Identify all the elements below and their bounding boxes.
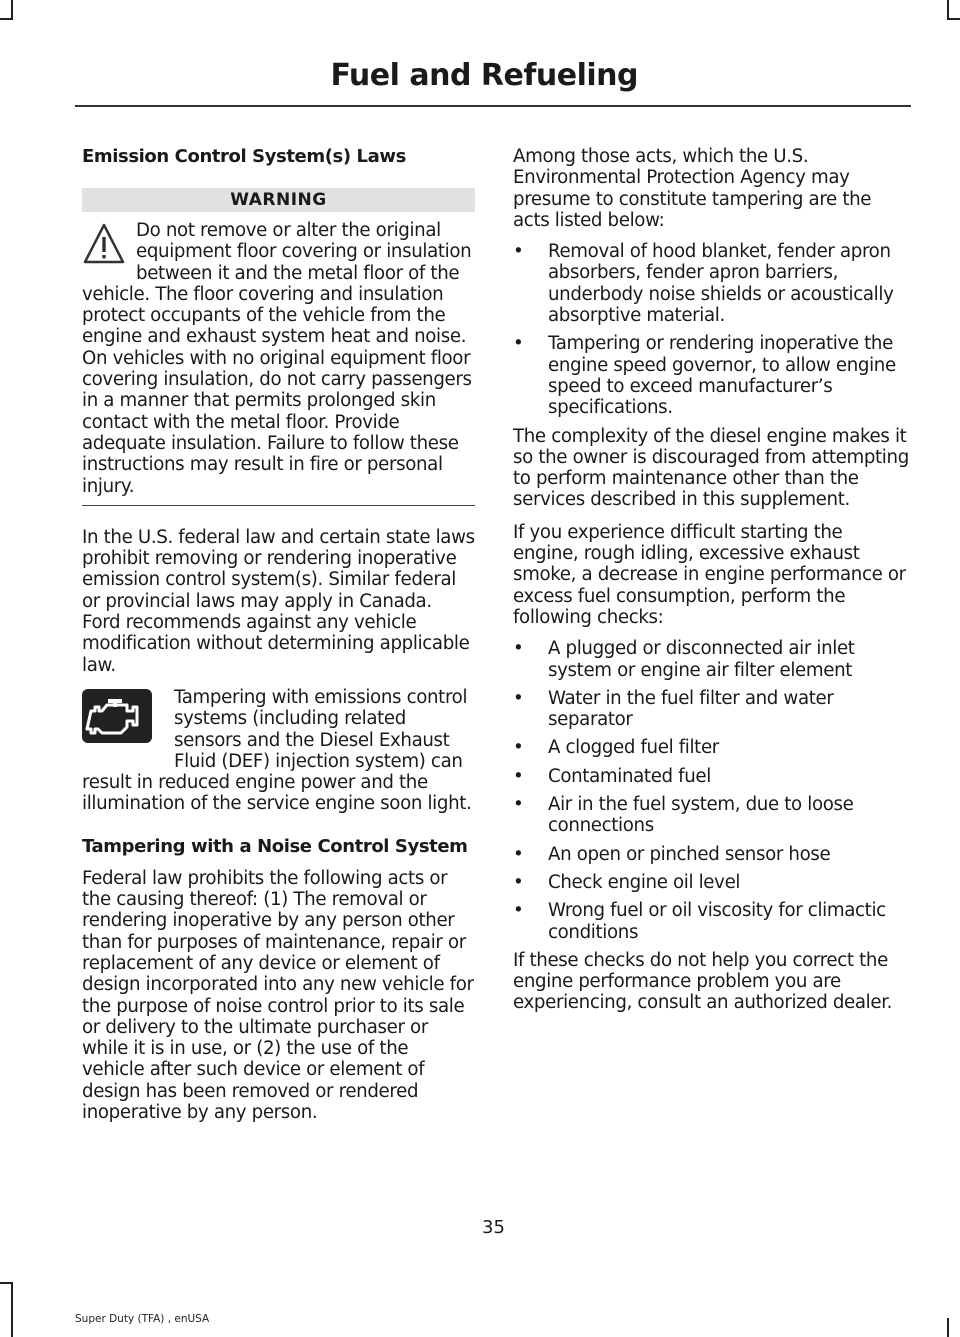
page-header-title: Fuel and Refueling [330, 58, 638, 93]
crop-mark [0, 18, 13, 20]
emission-law-paragraph: In the U.S. federal law and certain state laws prohibit removing or rendering inoperative emission control system(s). Similar federal or provincial laws may apply in Canada. Ford recommends against any vehicle modification without determining applicable law. [82, 526, 475, 676]
left-column [82, 146, 475, 1134]
warning-label: WARNING [82, 188, 475, 212]
bullet: • [513, 241, 524, 263]
list-item: • Air in the fuel system, due to loose connections [513, 794, 854, 837]
consult-dealer-paragraph: If these checks do not help you correct the engine performance problem you are experiencing, consult an authorized dealer. [513, 949, 893, 1014]
warning-text: Do not remove or alter the original equipment floor covering or insulation between it and the metal floor of the vehicle. The floor covering and insulation protect occupants of the vehicle from the engine and exhaust system heat and noise. On vehicles with no original equipment floor covering insulation, do not carry passengers in a manner that permits prolonged skin contact with the metal floor. Provide adequate insulation. Failure to follow these instructions may result in fire or personal injury. [82, 220, 472, 497]
list-item: • Removal of hood blanket, fender apron absorbers, fender apron barriers, underbody noise shields or acoustically absorptive material. [513, 241, 894, 327]
crop-mark [947, 18, 960, 20]
list-item: • An open or pinched sensor hose [513, 843, 831, 865]
warning-triangle-icon [82, 222, 126, 268]
engine-icon-holder [82, 687, 174, 751]
right-column [513, 146, 909, 1025]
checks-list [513, 638, 909, 943]
footer-text: Super Duty (TFA) , enUSA [75, 1313, 210, 1325]
diesel-complexity-paragraph: The complexity of the diesel engine makes it so the owner is discouraged from attempting to perform maintenance other than the services described in this supplement. [513, 425, 909, 511]
acts-intro-paragraph: Among those acts, which the U.S. Environmental Protection Agency may presume to constitute tampering are the acts listed below: [513, 146, 872, 231]
check-engine-icon [82, 689, 152, 743]
tampering-paragraph-block [82, 687, 475, 815]
list-item: • Wrong fuel or oil viscosity for climactic conditions [513, 900, 886, 943]
crop-mark [947, 0, 949, 18]
noise-control-paragraph: Federal law prohibits the following acts or the causing thereof: (1) The removal or rendering inoperative by any person other than for purposes of maintenance, repair or replacement of any device or element of design incorporated into any new vehicle for the purpose of noise control prior to its sale or delivery to the ultimate purchaser or while it is in use, or (2) the use of the vehicle after such device or element of design has been removed or rendered inoperative by any person. [82, 867, 474, 1123]
checks-intro-paragraph: If you experience difficult starting the engine, rough idling, excessive exhaust smoke, a decrease in engine performance or excess fuel consumption, perform the following checks: [513, 521, 906, 628]
tampering-emissions-paragraph: Tampering with emissions control systems (including related sensors and the Diesel Exhaust Fluid (DEF) injection system) can result in reduced engine power and the illumination of the service engine soon light. [82, 686, 472, 815]
section-heading: Emission Control System(s) Laws [82, 146, 406, 167]
list-item: • Tampering or rendering inoperative the engine speed governor, to allow engine speed to exceed manufacturer’s specifications. [513, 333, 896, 419]
list-item: • A clogged fuel filter [513, 737, 719, 759]
list-item: • A plugged or disconnected air inlet system or engine air filter element [513, 638, 855, 681]
warning-rule [82, 505, 475, 506]
warning-box [82, 220, 475, 497]
bullet: • [513, 333, 524, 355]
noise-control-subheading: Tampering with a Noise Control System [82, 835, 468, 857]
list-item: • Water in the fuel filter and water separator [513, 687, 834, 731]
acts-list [513, 241, 909, 418]
header-rule [75, 105, 911, 107]
crop-mark [0, 1282, 13, 1284]
page-number: 35 [482, 1217, 505, 1238]
crop-mark [11, 1282, 13, 1337]
list-item: • Contaminated fuel [513, 765, 711, 787]
crop-mark [947, 1318, 949, 1337]
crop-mark [11, 0, 13, 18]
list-item: • Check engine oil level [513, 871, 741, 893]
